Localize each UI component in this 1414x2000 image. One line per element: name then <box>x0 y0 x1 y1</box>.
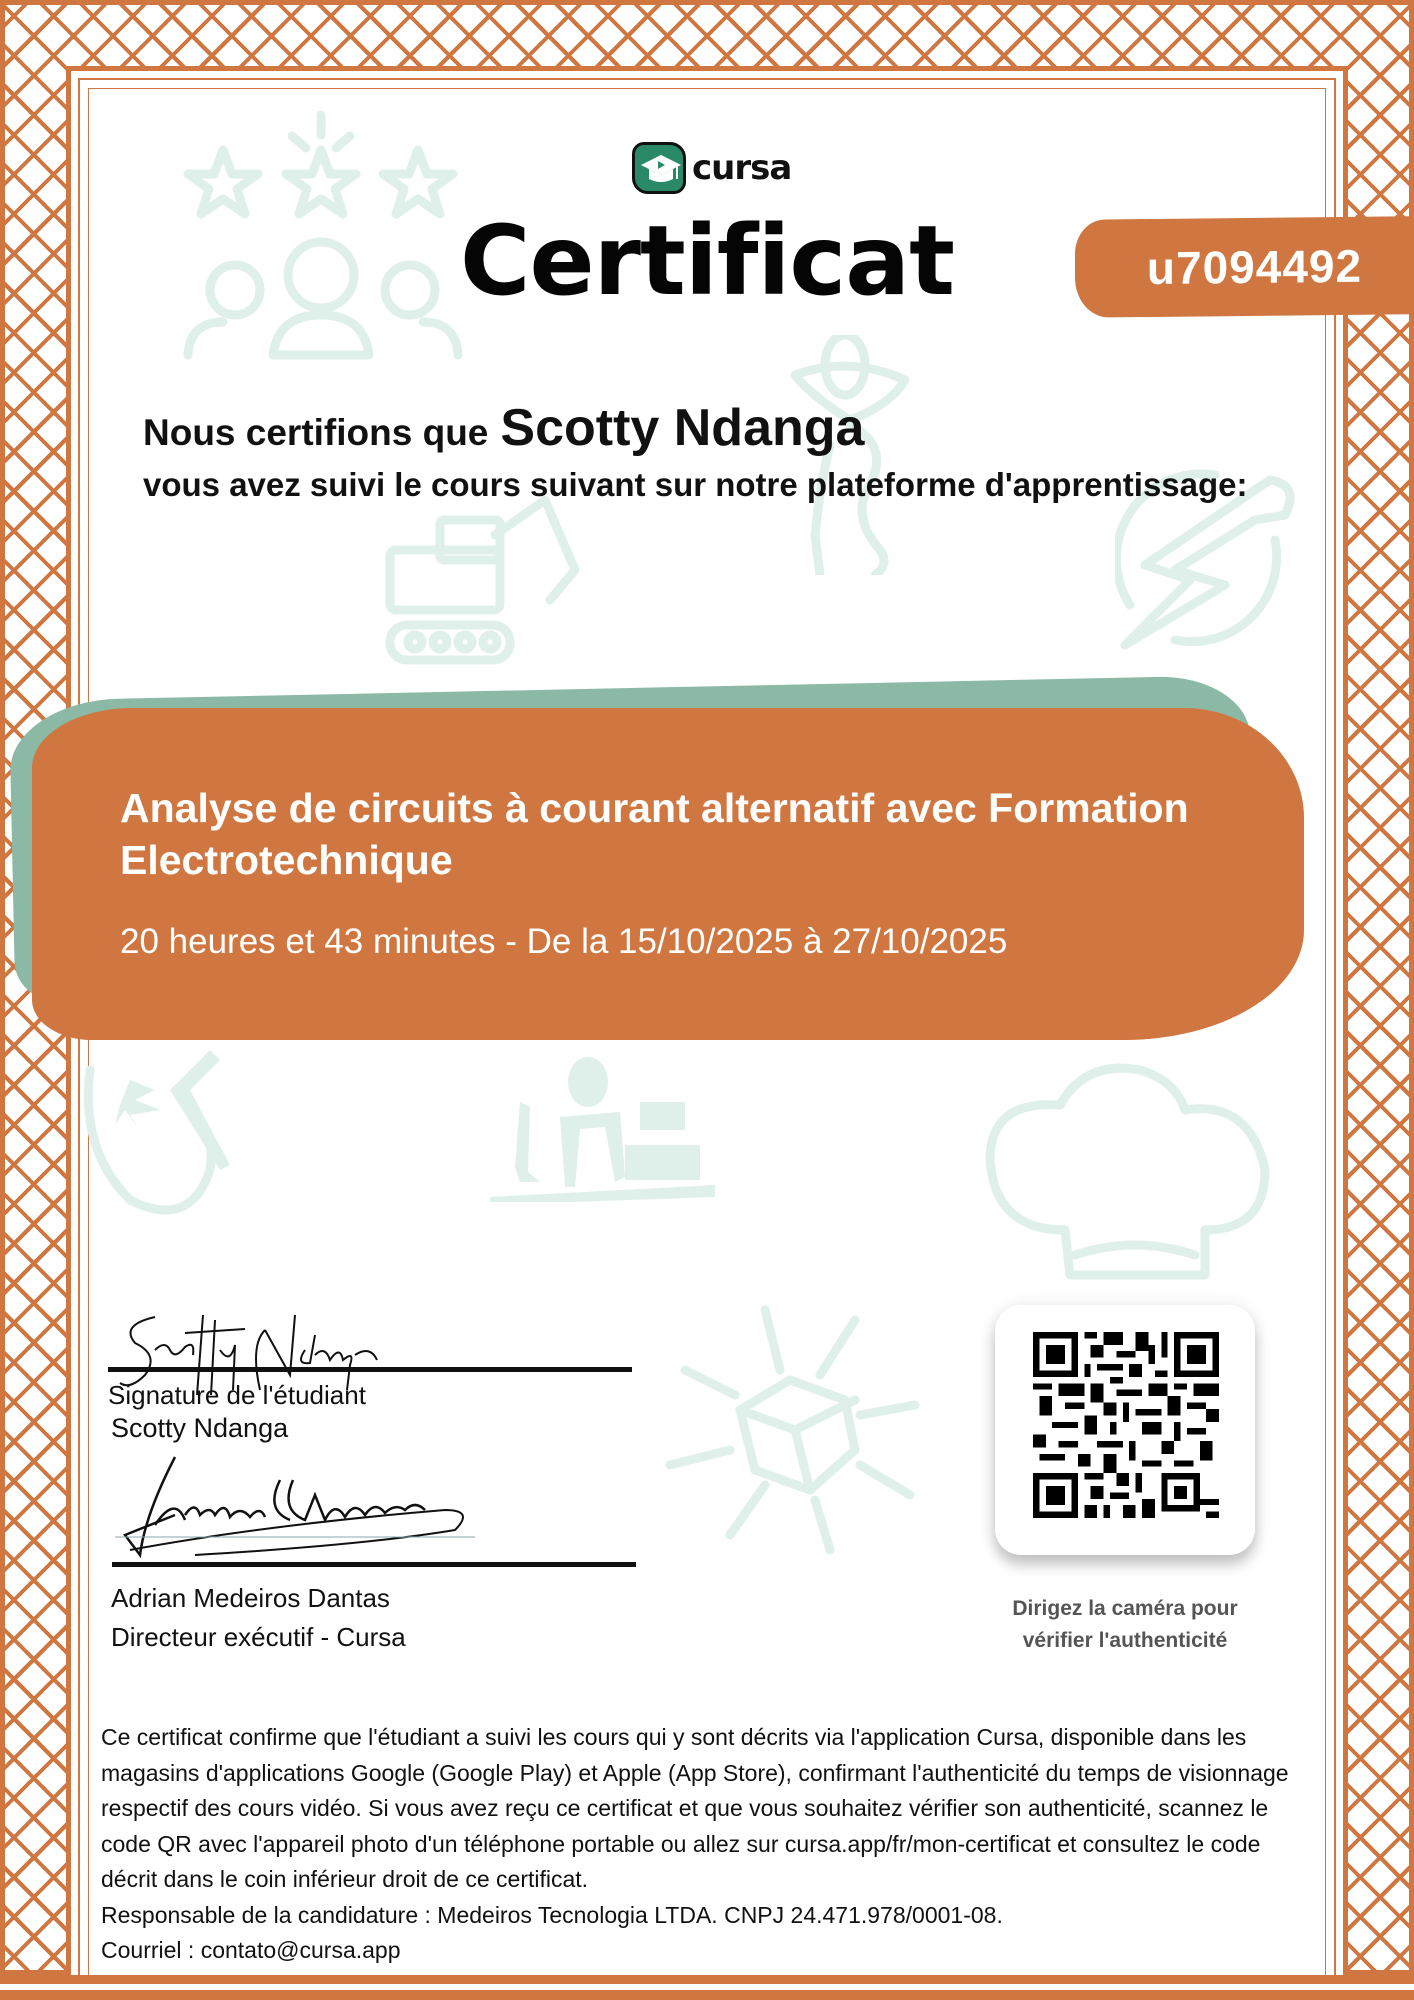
bottom-border-bar <box>0 1990 1414 2000</box>
footer-paragraph: Ce certificat confirme que l'étudiant a suivi les cours qui y sont décrits via l'application Cursa, disponible dans les magasins d'applications Google (Google Play) et Apple (App Store), confirmant l'authenticité du temps de visionnage respectif des cours vidéo. Si vous avez reçu ce certificat et que vous souhaitez vérifier son authenticité, scannez le code QR avec l'appareil photo d'un téléphone portable ou allez sur cursa.app/fr/mon-certificat et consultez le code décrit dans le coin inférieur droit de ce certificat. <box>101 1724 1289 1892</box>
footer-text <box>101 1720 1321 1969</box>
footer-email: Courriel : contato@cursa.app <box>101 1937 401 1963</box>
logo-text: cursa <box>692 148 792 188</box>
cashier-icon <box>490 1057 715 1202</box>
footer-responsible: Responsable de la candidature : Medeiros Tecnologia LTDA. CNPJ 24.471.978/0001-08. <box>101 1901 1003 1928</box>
student-signature-label: Signature de l'étudiant <box>108 1380 366 1410</box>
certify-subtitle: vous avez suivi le cours suivant sur notre plateforme d'apprentissage: <box>143 466 1248 503</box>
certify-line <box>143 398 864 458</box>
cursa-logo <box>632 140 791 196</box>
qr-caption <box>975 1593 1275 1657</box>
director-role: Directeur exécutif - Cursa <box>111 1622 406 1652</box>
certify-prefix: Nous certifions que <box>143 412 489 453</box>
welding-torch-icon <box>70 1030 270 1220</box>
director-name: Adrian Medeiros Dantas <box>111 1583 390 1613</box>
qr-caption-line-1: Dirigez la caméra pour <box>1012 1597 1238 1620</box>
graduation-cap-play-icon <box>632 142 686 194</box>
director-signature-line <box>112 1562 636 1567</box>
bottom-border-bar <box>0 1975 1414 1984</box>
student-signature-name: Scotty Ndanga <box>111 1413 289 1443</box>
director-signature-image <box>115 1455 505 1565</box>
certificate-title: Certificat <box>460 205 954 317</box>
excavator-icon <box>380 490 590 670</box>
course-duration-dates: 20 heures et 43 minutes - De la 15/10/2025 à 27/10/2025 <box>120 922 1008 961</box>
student-name: Scotty Ndanga <box>500 399 865 457</box>
qr-caption-line-2: vérifier l'authenticité <box>1022 1629 1228 1652</box>
course-title: Analyse de circuits à courant alternatif avec Formation Electrotechnique <box>120 785 1189 883</box>
qr-code[interactable] <box>1033 1332 1219 1518</box>
certificate-code: u7094492 <box>1146 239 1363 295</box>
chef-hat-icon <box>965 1060 1275 1280</box>
certificate-code-badge <box>1075 216 1414 318</box>
student-signature-line <box>108 1367 632 1372</box>
qr-code-card[interactable] <box>995 1305 1255 1555</box>
box-distribution-icon <box>645 1285 920 1555</box>
